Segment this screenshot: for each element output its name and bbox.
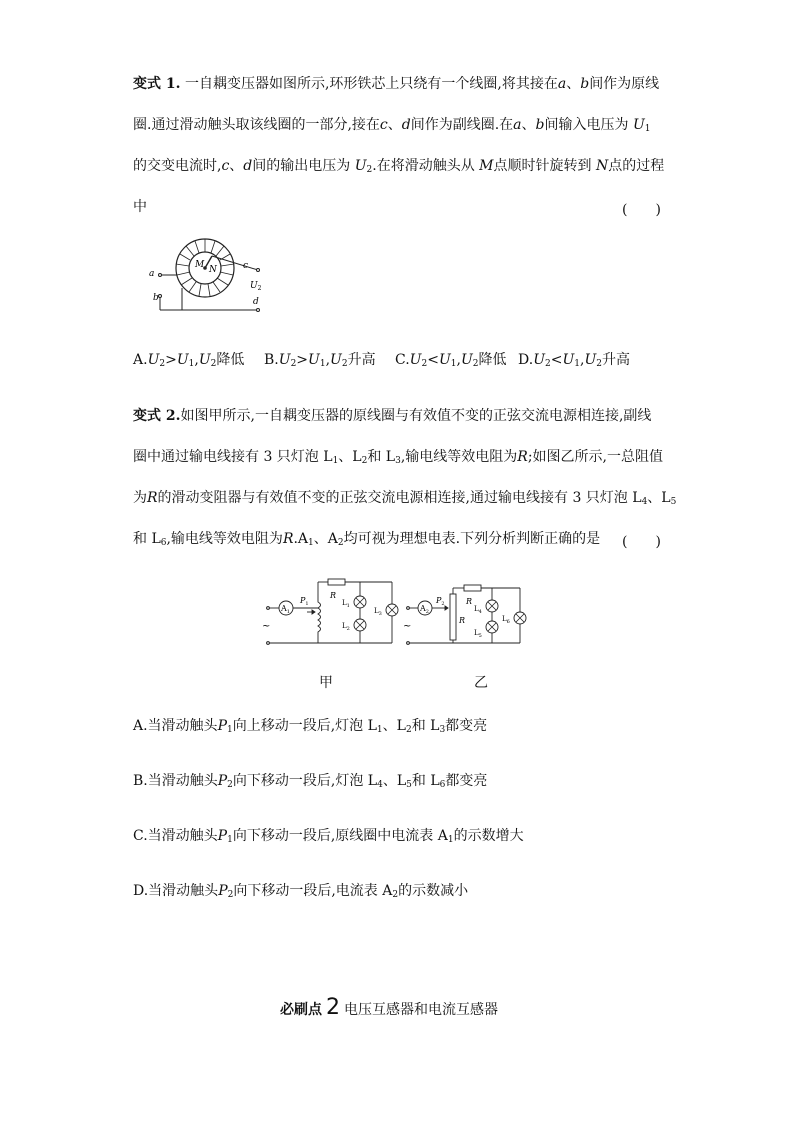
sep: 、 xyxy=(521,117,536,133)
bulb-l6-icon xyxy=(514,612,526,624)
q1-text: 点的过程 xyxy=(608,158,665,174)
q2-text: 和 L xyxy=(367,449,396,465)
label-R: R xyxy=(466,597,473,606)
sub: 1 xyxy=(450,359,457,369)
label-N: N xyxy=(209,265,217,275)
label-A1: $A_1$ xyxy=(281,604,290,615)
bulb-l4-icon xyxy=(486,600,498,612)
q2-text: 、L xyxy=(338,449,362,465)
option-text: 升高 xyxy=(347,352,376,368)
sub: 2 xyxy=(421,359,428,369)
sub: 2 xyxy=(545,359,551,369)
var-c: c xyxy=(379,117,388,133)
section-heading xyxy=(280,995,498,1020)
q1-text: 点顺时针旋转到 xyxy=(493,158,592,174)
terminal-a xyxy=(159,274,162,277)
q2-line-2 xyxy=(133,449,663,469)
sub: 1 xyxy=(226,725,233,735)
option-text: 的示数增大 xyxy=(453,828,524,844)
var-U: U xyxy=(330,352,342,368)
sub: 2 xyxy=(227,890,234,900)
sub: 2 xyxy=(159,359,166,369)
option-text: A.当滑动触头 xyxy=(133,718,218,734)
sub: 2 xyxy=(337,538,344,548)
bulb-l2-icon xyxy=(354,619,366,631)
label-L5: $L_5$ xyxy=(474,629,482,639)
sub: 5 xyxy=(670,497,677,507)
sub: 1 xyxy=(376,725,383,735)
option-text: 都变亮 xyxy=(445,773,488,789)
label-L3: $L_3$ xyxy=(374,607,382,617)
label-c: c xyxy=(243,261,249,271)
sep: 、 xyxy=(566,76,581,92)
q1-option-d[interactable] xyxy=(518,349,630,369)
label-L6: $L_6$ xyxy=(502,615,510,625)
option-text: 和 L xyxy=(411,773,440,789)
sep: , xyxy=(580,352,585,368)
sub: 6 xyxy=(439,780,446,790)
circuit-figures xyxy=(262,574,532,649)
var-U: U xyxy=(198,352,211,368)
q2-text: 如图甲所示,一自耦变压器的原线圈与有效值不变的正弦交流电源相连接,副线 xyxy=(180,408,652,424)
sub: 6 xyxy=(160,538,167,548)
label-U2: $U_2$ xyxy=(250,281,262,292)
option-letter: D. xyxy=(518,352,534,368)
q2-line-3 xyxy=(133,490,676,510)
sub: 4 xyxy=(641,497,648,507)
sub: 2 xyxy=(472,359,479,369)
label-L2: $L_2$ xyxy=(342,622,350,632)
q2-text: 的滑动变阻器与有效值不变的正弦交流电源相连接,通过输电线接有 3 只灯泡 L xyxy=(157,490,642,506)
sub: 2 xyxy=(596,359,603,369)
q1-text: .在将滑动触头从 xyxy=(372,158,475,174)
option-text: 、L xyxy=(382,718,406,734)
ac-source-symbol: ~ xyxy=(403,621,412,632)
terminal xyxy=(407,607,410,610)
var-U: U xyxy=(632,117,645,133)
q1-text: 圈.通过滑动触头取该线圈的一部分,接在 xyxy=(133,117,380,133)
label-P1: $P_1$ xyxy=(300,596,309,607)
q1-text: 间输入电压为 xyxy=(544,117,629,133)
var-b: b xyxy=(535,117,545,133)
sub: 2 xyxy=(210,359,217,369)
q2-text: 、L xyxy=(647,490,671,506)
sep: , xyxy=(194,352,199,368)
option-text: 向上移动一段后,灯泡 L xyxy=(232,718,377,734)
sub: 1 xyxy=(308,538,314,548)
q2-text: 圈中通过输电线接有 3 只灯泡 L xyxy=(133,449,333,465)
var-d: d xyxy=(401,117,411,133)
sub: 4 xyxy=(377,780,383,790)
op: > xyxy=(296,352,309,368)
sub: 1 xyxy=(447,835,454,845)
q2-label: 变式 2. xyxy=(133,408,181,424)
q2-text: ,输电线等效电阻为 xyxy=(166,531,283,547)
var-U: U xyxy=(460,352,473,368)
q2-text: 为 xyxy=(133,490,147,506)
terminal xyxy=(407,642,410,645)
q2-text: ,输电线等效电阻为 xyxy=(400,449,518,465)
sub: 2 xyxy=(361,456,368,466)
option-text: 的示数减小 xyxy=(398,883,469,899)
label-P2: $P_2$ xyxy=(436,596,445,607)
option-text: 降低 xyxy=(216,352,245,368)
sub: 3 xyxy=(439,725,446,735)
option-letter: A. xyxy=(133,352,148,368)
var-U: U xyxy=(147,352,160,368)
sub: 2 xyxy=(405,725,412,735)
q1-line-1 xyxy=(133,76,659,92)
var-U: U xyxy=(533,352,545,368)
sub: 1 xyxy=(188,359,195,369)
label-a: a xyxy=(149,269,155,279)
var-b: b xyxy=(580,76,590,92)
wire-c xyxy=(212,256,258,270)
q2-option-b[interactable] xyxy=(133,773,487,793)
sub: 2 xyxy=(227,780,233,790)
sub: 2 xyxy=(392,890,399,900)
terminal-c xyxy=(257,269,260,272)
q2-option-c[interactable] xyxy=(133,828,524,848)
bulb-l5-icon xyxy=(486,621,498,633)
var-a: a xyxy=(513,117,522,133)
q2-line-4 xyxy=(133,531,600,551)
option-text: 升高 xyxy=(602,352,631,368)
option-text: 、L xyxy=(382,773,407,789)
op: < xyxy=(427,352,439,368)
q2-text: 和 L xyxy=(133,531,161,547)
q1-text: 间作为副线圈.在 xyxy=(410,117,514,133)
sub: 1 xyxy=(332,456,339,466)
sep: , xyxy=(456,352,461,368)
q1-option-a[interactable] xyxy=(133,349,244,369)
autotransformer-figure xyxy=(140,238,280,318)
q1-label: 变式 1. xyxy=(133,76,181,92)
var-U: U xyxy=(584,352,597,368)
q1-line-3 xyxy=(133,158,664,178)
label-L4: $L_4$ xyxy=(474,605,482,615)
sub: 1 xyxy=(644,124,651,134)
sub: 1 xyxy=(227,835,233,845)
q1-text: 一自耦变压器如图所示,环形铁芯上只绕有一个线圈,将其接在 xyxy=(184,76,558,92)
q1-line-4 xyxy=(133,199,147,215)
var-P: P xyxy=(218,883,228,899)
var-U: U xyxy=(354,158,367,174)
caption-jia: 甲 xyxy=(319,675,333,691)
wire-b-bottom xyxy=(160,288,182,310)
op: < xyxy=(550,352,563,368)
q1-option-c[interactable] xyxy=(395,349,507,369)
var-U: U xyxy=(308,352,320,368)
var-N: N xyxy=(595,158,609,174)
sep: , xyxy=(325,352,331,368)
q1-text: 间的输出电压为 xyxy=(252,158,351,174)
sep: 、 xyxy=(229,158,244,174)
var-U: U xyxy=(278,352,291,368)
answer-blank: ( ) xyxy=(622,534,661,550)
var-R: R xyxy=(147,490,158,506)
var-U: U xyxy=(409,352,422,368)
sub: 1 xyxy=(319,359,326,369)
var-P: P xyxy=(217,718,227,734)
q1-text: 间作为原线 xyxy=(589,76,660,92)
var-P: P xyxy=(217,773,228,789)
label-L1: $L_1$ xyxy=(342,599,350,609)
label-M: M xyxy=(195,260,205,270)
section-number: 2 xyxy=(326,995,340,1020)
q2-text: 均可视为理想电表.下列分析判断正确的是 xyxy=(343,531,601,547)
option-letter: C. xyxy=(395,352,410,368)
var-R: R xyxy=(282,531,294,547)
var-c: c xyxy=(221,158,230,174)
q1-option-b[interactable] xyxy=(264,349,376,369)
sub: 5 xyxy=(406,780,412,790)
terminal-b xyxy=(159,295,162,298)
q2-option-d[interactable] xyxy=(133,883,468,903)
sub: 2 xyxy=(366,165,373,175)
var-U: U xyxy=(176,352,189,368)
q2-text: 、A xyxy=(313,531,338,547)
var-U: U xyxy=(562,352,575,368)
terminal-d xyxy=(257,309,260,312)
option-text: 向下移动一段后,原线圈中电流表 A xyxy=(232,828,448,844)
option-text: 向下移动一段后,电流表 A xyxy=(233,883,393,899)
option-text: 和 L xyxy=(411,718,440,734)
option-text: C.当滑动触头 xyxy=(133,828,218,844)
label-R: R xyxy=(330,591,337,600)
sub: 2 xyxy=(290,359,297,369)
section-prefix: 必刷点 xyxy=(280,1002,322,1018)
option-text: 都变亮 xyxy=(445,718,488,734)
q2-option-a[interactable] xyxy=(133,718,487,738)
label-A2: $A_2$ xyxy=(420,604,429,615)
bulb-l3-icon xyxy=(386,604,398,616)
option-text: D.当滑动触头 xyxy=(133,883,219,899)
sep: 、 xyxy=(387,117,402,133)
var-d: d xyxy=(243,158,253,174)
option-text: 降低 xyxy=(478,352,507,368)
terminal xyxy=(267,607,270,610)
q1-line-2 xyxy=(133,117,651,137)
sub: 3 xyxy=(395,456,401,466)
var-M: M xyxy=(479,158,494,174)
answer-blank: ( ) xyxy=(622,202,661,218)
var-a: a xyxy=(557,76,567,92)
option-letter: B. xyxy=(264,352,279,368)
q2-text: .A xyxy=(293,531,309,547)
option-text: B.当滑动触头 xyxy=(133,773,218,789)
sub: 2 xyxy=(341,359,348,369)
var-U: U xyxy=(438,352,451,368)
q1-text: 中 xyxy=(133,199,147,215)
var-R: R xyxy=(517,449,528,465)
bulb-l1-icon xyxy=(354,596,366,608)
var-P: P xyxy=(217,828,228,844)
option-text: 向下移动一段后,灯泡 L xyxy=(232,773,378,789)
ac-source-symbol: ~ xyxy=(262,621,271,632)
op: > xyxy=(165,352,177,368)
q2-text: ;如图乙所示,一总阻值 xyxy=(527,449,663,465)
caption-yi: 乙 xyxy=(474,675,488,691)
section-title: 电压互感器和电流互感器 xyxy=(344,1002,498,1018)
label-d: d xyxy=(253,297,259,307)
q2-line-1 xyxy=(133,408,651,424)
q1-text: 的交变电流时, xyxy=(133,158,222,174)
terminal xyxy=(267,642,270,645)
label-b: b xyxy=(153,293,159,303)
sub: 1 xyxy=(574,359,581,369)
label-R: R xyxy=(459,616,466,625)
